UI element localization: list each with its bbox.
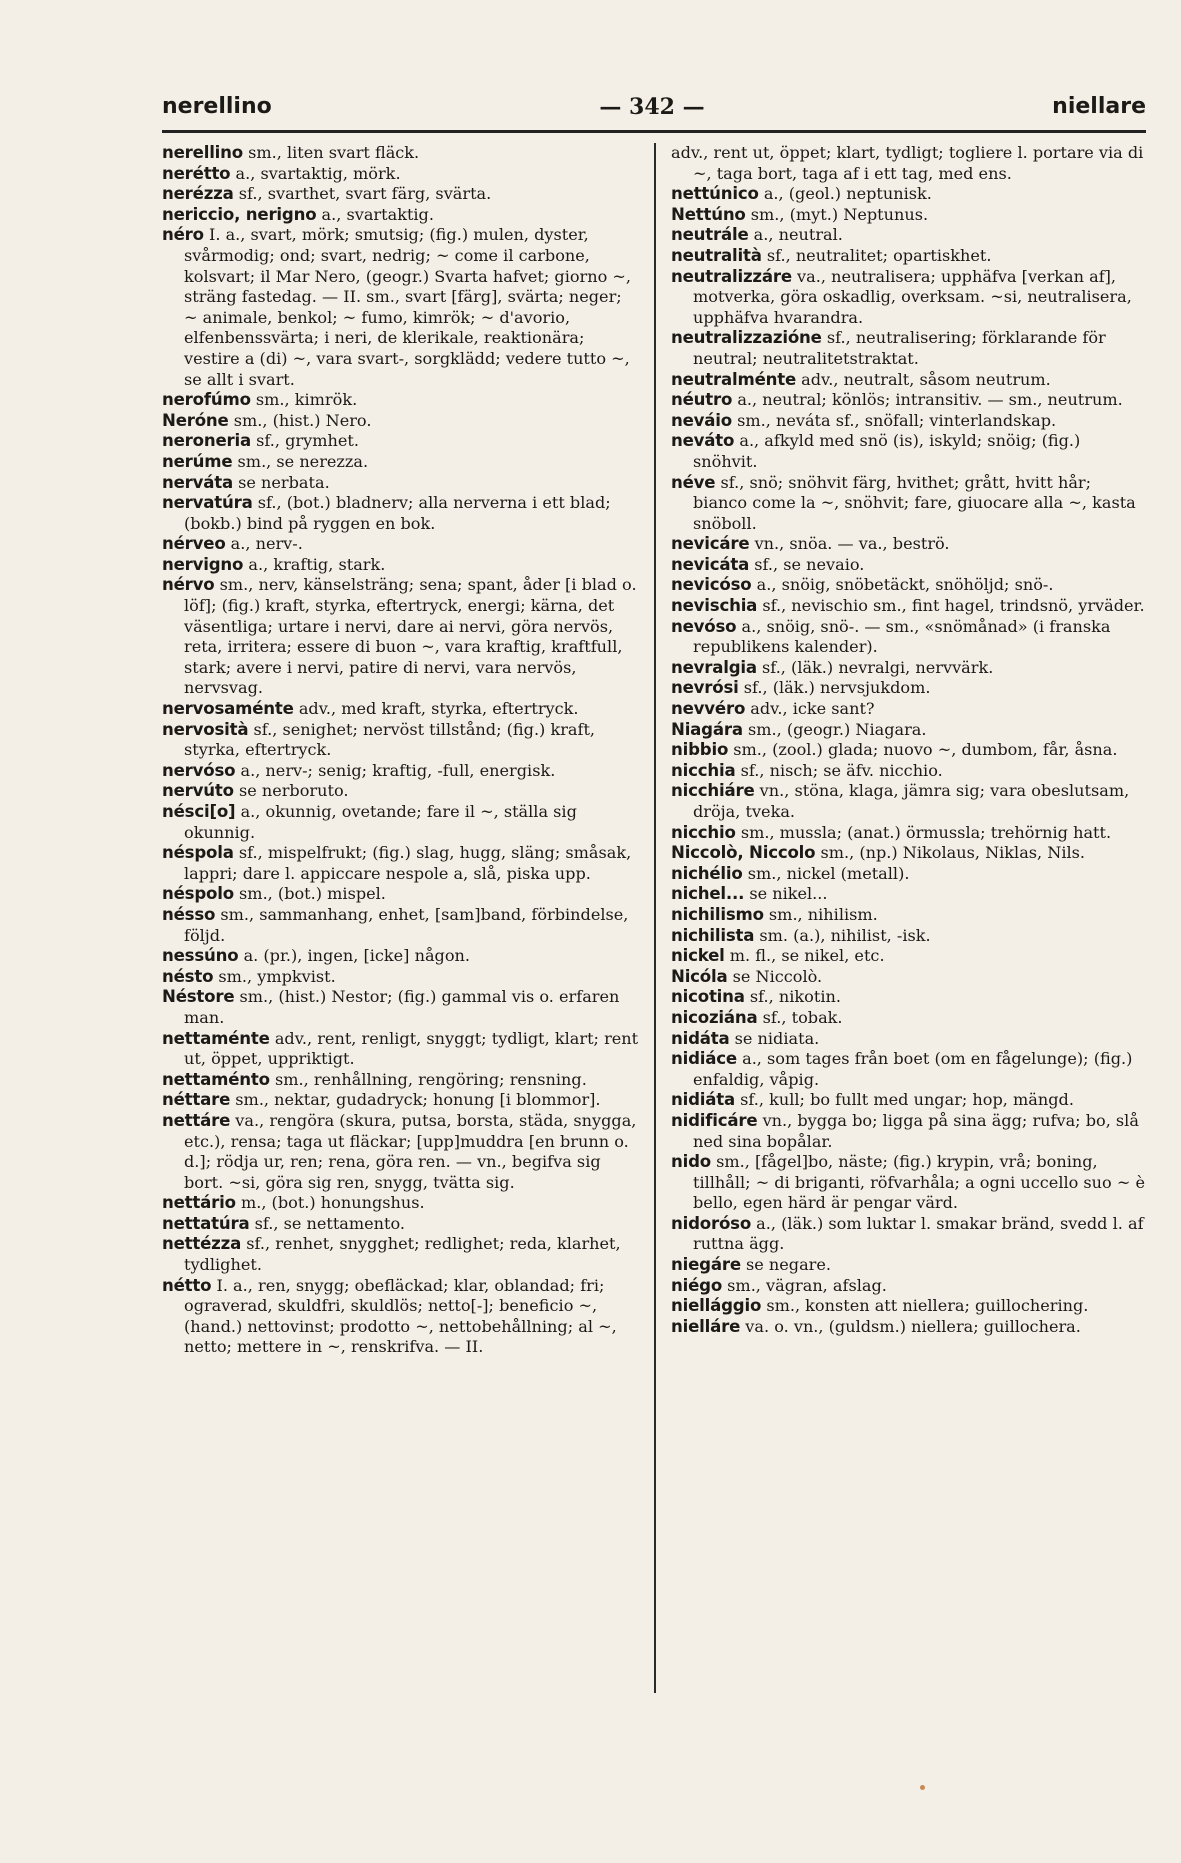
entry-headword: nevischia	[671, 596, 758, 616]
entry-headword: néutro	[671, 390, 733, 410]
entry-headword: nidificáre	[671, 1110, 758, 1130]
entry-headword: néspolo	[162, 884, 234, 904]
entry-headword: neutrále	[671, 225, 749, 245]
dictionary-entry	[671, 699, 1149, 720]
entry-headword: néttare	[162, 1090, 231, 1110]
entry-headword: nicoziána	[671, 1007, 758, 1027]
entry-definition: sf., nisch; se äfv. nicchio.	[740, 760, 943, 780]
entry-definition: va. o. vn., (guldsm.) niellera; guillochera.	[745, 1316, 1081, 1336]
entry-headword: néro	[162, 225, 204, 245]
entry-headword: nichilista	[671, 925, 755, 945]
entry-definition: se nerbata.	[238, 472, 330, 492]
entry-headword: nésto	[162, 966, 214, 986]
dictionary-entry	[671, 246, 1149, 267]
dictionary-entry	[671, 267, 1149, 329]
entry-headword: Néstore	[162, 987, 235, 1007]
entry-definition: sm., renhållning, rengöring; rensning.	[274, 1069, 587, 1089]
entry-headword: neutralizzazióne	[671, 328, 822, 348]
left-column	[162, 143, 640, 1358]
entry-definition: sm., (geogr.) Niagara.	[747, 719, 927, 739]
dictionary-entry	[671, 390, 1149, 411]
entry-definition: sm., kimrök.	[255, 390, 358, 410]
entry-definition: a., nerv-; senig; kraftig, -full, energisk.	[240, 760, 556, 780]
dictionary-entry	[162, 534, 640, 555]
entry-headword: néve	[671, 472, 716, 492]
dictionary-entry	[671, 843, 1149, 864]
entry-headword: nichilismo	[671, 904, 764, 924]
entry-definition: adv., rent, renligt, snyggt; tydligt, klart; rent ut, öppet, uppriktigt.	[184, 1028, 639, 1069]
entry-headword: nerváta	[162, 472, 233, 492]
entry-definition: se negare.	[746, 1255, 832, 1275]
entry-definition: a., nerv-.	[230, 534, 303, 554]
entry-definition: sf., nikotin.	[749, 987, 841, 1007]
entry-headword: nicchiáre	[671, 781, 755, 801]
entry-headword: neváto	[671, 431, 735, 451]
dictionary-entry	[162, 1090, 640, 1111]
page-number: — 342 —	[599, 94, 705, 120]
dictionary-entry	[162, 843, 640, 884]
entry-definition: a., snöig, snö-. — sm., «snömånad» (i franska republikens kalender).	[693, 616, 1111, 657]
entry-headword: neutralizzáre	[671, 266, 792, 286]
entry-headword: nerellino	[162, 143, 243, 162]
dictionary-entry	[671, 617, 1149, 658]
dictionary-entry	[162, 1234, 640, 1275]
entry-definition: sm., (zool.) glada; nuovo ~, dumbom, får, åsna.	[733, 740, 1118, 760]
entry-definition: a., (läk.) som luktar l. smakar bränd, svedd l. af ruttna ägg.	[693, 1213, 1144, 1254]
dictionary-entry	[162, 720, 640, 761]
header-rule	[162, 130, 1146, 133]
dictionary-entry	[671, 225, 1149, 246]
entry-definition: sm., neváta sf., snöfall; vinterlandskap.	[737, 410, 1057, 430]
dictionary-entry	[671, 678, 1149, 699]
entry-headword: nerúme	[162, 451, 233, 471]
entry-headword: nervúto	[162, 781, 234, 801]
entry-headword: nerofúmo	[162, 390, 251, 410]
entry-headword: niegáre	[671, 1255, 741, 1275]
entry-definition: sf., neutralitet; opartiskhet.	[766, 245, 992, 265]
entry-definition: sf., mispelfrukt; (fig.) slag, hugg, släng; småsak, lappri; dare l. appiccare nespole a, slå, piska upp.	[184, 843, 632, 883]
entry-definition: a., (geol.) neptunisk.	[763, 184, 932, 204]
dictionary-entry	[671, 987, 1149, 1008]
dictionary-entry	[162, 431, 640, 452]
entry-headword: nericcio, nerigno	[162, 204, 317, 224]
entry-definition: a., snöig, snöbetäckt, snöhöljd; snö-.	[756, 575, 1054, 595]
entry-headword: neváio	[671, 410, 732, 430]
entry-definition: sm., (np.) Nikolaus, Niklas, Nils.	[820, 843, 1086, 863]
entry-headword: nichélio	[671, 863, 743, 883]
dictionary-entry	[162, 390, 640, 411]
entry-headword: nicotina	[671, 987, 745, 1007]
entry-definition: sm., nihilism.	[768, 904, 878, 924]
entry-headword: nésso	[162, 904, 216, 924]
entry-headword: Nicóla	[671, 966, 728, 986]
entry-definition: m., (bot.) honungshus.	[240, 1193, 425, 1213]
dictionary-entry	[671, 1152, 1149, 1214]
entry-definition: sm. (a.), nihilist, -isk.	[759, 925, 931, 945]
entry-headword: neroneria	[162, 431, 251, 451]
dictionary-entry	[162, 575, 640, 699]
entry-definition: sf., tobak.	[762, 1007, 843, 1027]
dictionary-entry	[671, 823, 1149, 844]
entry-headword: nervosaménte	[162, 699, 294, 719]
entry-definition: sm., [fågel]bo, näste; (fig.) krypin, vrå; boning, tillhåll; ~ di briganti, röfvarhåla; a ogni uccello suo ~ è bello, egen härd är pengar värd.	[693, 1152, 1145, 1213]
entry-headword: Nettúno	[671, 204, 746, 224]
entry-definition: a., neutral; könlös; intransitiv. — sm., neutrum.	[737, 390, 1123, 410]
entry-headword: nickel	[671, 946, 725, 966]
entry-definition: se nikel...	[749, 884, 828, 904]
dictionary-entry	[162, 225, 640, 390]
dictionary-entry	[162, 1193, 640, 1214]
dictionary-entry	[671, 534, 1149, 555]
paper-spot	[920, 1785, 925, 1790]
entry-headword: nettaménte	[162, 1028, 270, 1048]
dictionary-entry	[671, 596, 1149, 617]
entry-definition: va., neutralisera; upphäfva [verkan af], motverka, göra oskadlig, overksam. ~si, neutralisera, upphäfva hvarandra.	[693, 266, 1132, 327]
dictionary-entry	[671, 740, 1149, 761]
entry-headword: nevrósi	[671, 678, 739, 698]
entry-headword: nervatúra	[162, 493, 253, 513]
entry-definition: sm., ympkvist.	[218, 966, 336, 986]
dictionary-entry	[671, 1317, 1149, 1338]
dictionary-entry	[671, 1276, 1149, 1297]
dictionary-entry	[162, 1214, 640, 1235]
entry-headword: nervosità	[162, 719, 249, 739]
entry-headword: nevóso	[671, 616, 737, 636]
entry-definition: sf., snö; snöhvit färg, hvithet; grått, hvitt hår; bianco come la ~, snöhvit; fare, giuocare alla ~, kasta snöboll.	[693, 472, 1136, 533]
entry-definition: sf., svarthet, svart färg, svärta.	[238, 184, 492, 204]
entry-headword: Neróne	[162, 410, 229, 430]
entry-headword: nevicáta	[671, 554, 750, 574]
dictionary-entry	[162, 699, 640, 720]
entry-headword: nettúnico	[671, 184, 759, 204]
dictionary-entry	[671, 328, 1149, 369]
dictionary-entry	[162, 1029, 640, 1070]
entry-definition: sf., renhet, snygghet; redlighet; reda, klarhet, tydlighet.	[184, 1234, 621, 1275]
dictionary-entry	[162, 411, 640, 432]
entry-headword: nettézza	[162, 1234, 242, 1254]
entry-headword: nicchio	[671, 822, 736, 842]
entry-definition: a., svartaktig.	[321, 204, 434, 224]
entry-definition: sm., se nerezza.	[237, 451, 369, 471]
dictionary-entry	[162, 493, 640, 534]
entry-headword: nerétto	[162, 163, 231, 183]
entry-headword: niégo	[671, 1275, 723, 1295]
dictionary-entry	[162, 205, 640, 226]
entry-headword: nielláre	[671, 1316, 741, 1336]
entry-headword: nessúno	[162, 946, 239, 966]
dictionary-entry	[162, 946, 640, 967]
entry-definition: a., kraftig, stark.	[248, 554, 386, 574]
entry-headword: nérveo	[162, 534, 226, 554]
dictionary-entry	[162, 761, 640, 782]
entry-definition: sf., nevischio sm., fint hagel, trindsnö, yrväder.	[762, 596, 1145, 616]
dictionary-entry	[671, 967, 1149, 988]
entry-definition: a., afkyld med snö (is), iskyld; snöig; (fig.) snöhvit.	[693, 431, 1081, 471]
dictionary-entry	[671, 1111, 1149, 1152]
dictionary-entry	[671, 926, 1149, 947]
entry-definition: sf., (läk.) nevralgi, nervvärk.	[762, 657, 994, 677]
dictionary-entry	[162, 1111, 640, 1193]
entry-definition: sm., (bot.) mispel.	[239, 884, 386, 904]
entry-headword: nétto	[162, 1275, 212, 1295]
entry-definition: a., svartaktig, mörk.	[235, 163, 401, 183]
entry-headword: nettário	[162, 1193, 236, 1213]
dictionary-entry	[671, 473, 1149, 535]
entry-definition: vn., stöna, klaga, jämra sig; vara obeslutsam, dröja, tveka.	[693, 781, 1130, 821]
entry-definition: sm., vägran, afslag.	[727, 1275, 887, 1295]
entry-headword: nettaménto	[162, 1069, 270, 1089]
header-left-guideword: nerellino	[162, 94, 272, 119]
dictionary-entry	[162, 967, 640, 988]
column-divider	[654, 143, 656, 1693]
entry-definition: vn., snöa. — va., beströ.	[754, 534, 950, 554]
entry-definition: se nidiata.	[734, 1028, 820, 1048]
entry-definition: sm., (hist.) Nero.	[233, 410, 372, 430]
entry-headword: nichel...	[671, 884, 745, 904]
right-column	[671, 143, 1149, 1337]
dictionary-entry	[671, 205, 1149, 226]
dictionary-entry	[162, 555, 640, 576]
entry-headword: Niccolò, Niccolo	[671, 843, 816, 863]
dictionary-entry	[671, 184, 1149, 205]
page-header	[162, 88, 1146, 128]
dictionary-entry	[671, 658, 1149, 679]
dictionary-entry	[162, 905, 640, 946]
dictionary-entry	[671, 1008, 1149, 1029]
entry-headword: nerézza	[162, 184, 234, 204]
entry-definition: va., rengöra (skura, putsa, borsta, städa, snygga, etc.), rensa; taga ut fläckar; [upp]muddra [en brunn o. d.]; rödja ur, ren; rena, göra ren. — vn., begifva sig bort. ~si, göra sig ren, snygg, tvätta sig.	[184, 1110, 637, 1192]
dictionary-entry	[162, 781, 640, 802]
entry-headword: nervigno	[162, 554, 244, 574]
dictionary-entry	[671, 431, 1149, 472]
dictionary-entry	[671, 575, 1149, 596]
dictionary-entry	[162, 987, 640, 1028]
dictionary-entry	[671, 884, 1149, 905]
entry-definition: sm., (myt.) Neptunus.	[750, 204, 929, 224]
dictionary-entry	[671, 1296, 1149, 1317]
entry-headword: néspola	[162, 843, 234, 863]
dictionary-entry	[671, 1255, 1149, 1276]
entry-definition: I. a., ren, snygg; obefläckad; klar, oblandad; fri; ograverad, skuldfri, skuldlös; netto[-]; beneficio ~, (hand.) nettovinst; prodotto ~, nettobehållning; al ~, netto; mettere in ~, renskrifva. — II.	[184, 1275, 617, 1357]
dictionary-entry	[671, 905, 1149, 926]
entry-definition: sm., liten svart fläck.	[248, 143, 420, 162]
entry-definition: sf., se nevaio.	[754, 554, 865, 574]
entry-headword: nérvo	[162, 575, 215, 595]
dictionary-entry	[671, 864, 1149, 885]
entry-definition: a., neutral.	[753, 225, 843, 245]
entry-definition: se nerboruto.	[238, 781, 349, 801]
dictionary-entry	[671, 1049, 1149, 1090]
entry-definition: sf., (läk.) nervsjukdom.	[743, 678, 931, 698]
entry-definition: m. fl., se nikel, etc.	[729, 946, 885, 966]
entry-headword: nidoróso	[671, 1213, 752, 1233]
dictionary-entry	[671, 370, 1149, 391]
dictionary-entry	[671, 411, 1149, 432]
entry-definition: sm., sammanhang, enhet, [sam]band, förbindelse, följd.	[184, 904, 629, 945]
entry-definition: a., okunnig, ovetande; fare il ~, ställa sig okunnig.	[184, 802, 577, 842]
dictionary-entry	[162, 452, 640, 473]
entry-definition: a. (pr.), ingen, [icke] någon.	[243, 946, 471, 966]
dictionary-entry	[671, 1090, 1149, 1111]
entry-definition: sf., senighet; nervöst tillstånd; (fig.) kraft, styrka, eftertryck.	[184, 719, 596, 760]
entry-definition: sf., grymhet.	[256, 431, 359, 451]
entry-definition: sm., nickel (metall).	[747, 863, 910, 883]
entry-headword: nevvéro	[671, 699, 746, 719]
entry-headword: nidiáta	[671, 1090, 735, 1110]
entry-definition: vn., bygga bo; ligga på sina ägg; rufva; bo, slå ned sina bopålar.	[693, 1110, 1139, 1151]
entry-definition: sm., konsten att niellera; guillochering.	[766, 1296, 1089, 1316]
entry-headword: niellággio	[671, 1296, 762, 1316]
entry-headword: nevicáre	[671, 534, 750, 554]
entry-headword: nibbio	[671, 740, 729, 760]
entry-headword: nevralgia	[671, 657, 757, 677]
dictionary-entry	[671, 143, 1149, 184]
dictionary-entry	[671, 781, 1149, 822]
entry-definition: adv., rent ut, öppet; klart, tydligt; togliere l. portare via di ~, taga bort, taga af i ett tag, med ens.	[671, 143, 1144, 183]
dictionary-entry	[671, 1029, 1149, 1050]
dictionary-entry	[162, 884, 640, 905]
entry-headword: nicchia	[671, 760, 736, 780]
entry-definition: a., som tages från boet (om en fågelunge); (fig.) enfaldig, våpig.	[693, 1049, 1133, 1089]
dictionary-entry	[162, 1070, 640, 1091]
entry-definition: I. a., svart, mörk; smutsig; (fig.) mulen, dyster, svårmodig; ond; svart, nedrig; ~ come il carbone, kolsvart; il Mar Nero, (geogr.) Svarta hafvet; giorno ~, sträng fastedag. — II. sm., svart [färg], svärta; neger; ~ animale, benkol; ~ fumo, kimrök; ~ d'avorio, elfenbenssvärta; i neri, de klerikale, reaktionära; vestire a (di) ~, vara svart-, sorgklädd; vedere tutto ~, se allt i svart.	[184, 225, 632, 389]
entry-definition: sf., se nettamento.	[254, 1213, 406, 1233]
entry-definition: adv., icke sant?	[750, 699, 875, 719]
entry-headword: nésci[o]	[162, 802, 236, 821]
dictionary-entry	[671, 720, 1149, 741]
entry-definition: sf., neutralisering; förklarande för neutral; neutralitetstraktat.	[693, 328, 1106, 368]
entry-headword: nervóso	[162, 760, 236, 780]
dictionary-entry	[162, 184, 640, 205]
entry-definition: se Niccolò.	[732, 966, 823, 986]
entry-headword: nettatúra	[162, 1213, 250, 1233]
entry-definition: adv., neutralt, såsom neutrum.	[801, 369, 1051, 389]
entry-headword: nevicóso	[671, 575, 752, 595]
entry-definition: sm., nektar, gudadryck; honung [i blommor].	[235, 1090, 601, 1110]
dictionary-entry	[671, 946, 1149, 967]
entry-definition: sf., kull; bo fullt med ungar; hop, mängd.	[740, 1090, 1074, 1110]
dictionary-entry	[162, 802, 640, 843]
entry-headword: nidiáce	[671, 1049, 737, 1069]
entry-headword: nettáre	[162, 1110, 231, 1130]
dictionary-entry	[162, 1276, 640, 1358]
entry-headword: nidáta	[671, 1028, 730, 1048]
entry-definition: sm., mussla; (anat.) örmussla; trehörnig hatt.	[740, 822, 1112, 842]
entry-definition: sf., (bot.) bladnerv; alla nerverna i ett blad; (bokb.) bind på ryggen en bok.	[184, 493, 611, 533]
entry-definition: adv., med kraft, styrka, eftertryck.	[298, 699, 579, 719]
entry-headword: neutralménte	[671, 369, 797, 389]
entry-headword: nido	[671, 1152, 711, 1172]
dictionary-entry	[671, 555, 1149, 576]
dictionary-entry	[671, 1214, 1149, 1255]
dictionary-entry	[162, 473, 640, 494]
entry-definition: sm., nerv, känselsträng; sena; spant, åder [i blad o. löf]; (fig.) kraft, styrka, eftertryck, energi; kärna, det väsentliga; urtare i nervi, dare ai nervi, göra nervös, reta, irritera; essere di buon ~, vara kraftig, kraftfull, stark; avere i nervi, patire di nervi, vara nervös, nervsvag.	[184, 575, 637, 698]
entry-definition: sm., (hist.) Nestor; (fig.) gammal vis o. erfaren man.	[184, 987, 620, 1027]
header-right-guideword: niellare	[1052, 94, 1146, 119]
dictionary-entry	[162, 164, 640, 185]
entry-headword: neutralità	[671, 245, 762, 265]
entry-headword: Niagára	[671, 719, 743, 739]
dictionary-entry	[671, 761, 1149, 782]
dictionary-entry	[162, 143, 640, 164]
